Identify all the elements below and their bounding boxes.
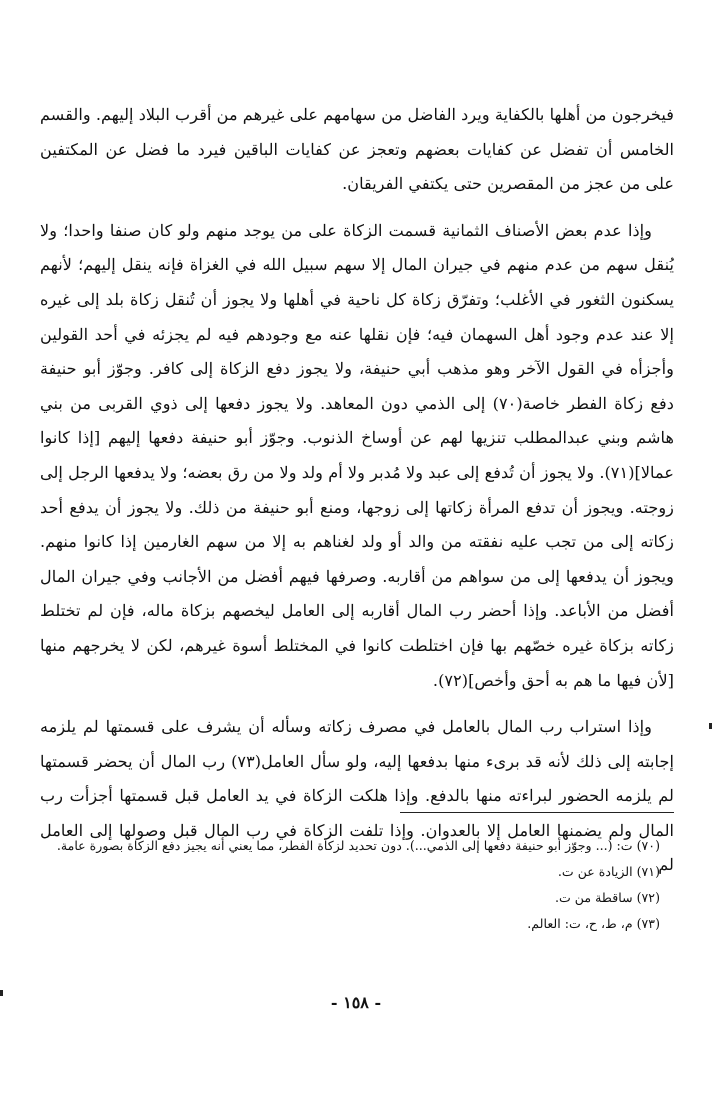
- footnotes: [40, 834, 660, 938]
- main-text: [40, 98, 674, 895]
- footnote-72: (٧٢) ساقطة من ت.: [554, 890, 660, 905]
- scan-edge-mark: [0, 990, 3, 996]
- paragraph-3: وإذا استراب رب المال بالعامل في مصرف زكاته وسأله أن يشرف على قسمتها لم يلزمه إجابته إلى ذلك لأنه قد برىء منها بدفعها إليه، ولو سأل العامل(٧٣) رب المال أن يحضر قسمتها لم يلزمه الحضور لبراءته منها بالدفع. وإذا هلكت الزكاة في يد العامل قبل قسمتها أجزأت رب المال ولم يضمنها العامل إلا بالعدوان. وإذا تلفت الزكاة في رب المال قبل وصولها إلى العامل لم: [40, 717, 674, 875]
- paragraph-1: فيخرجون من أهلها بالكفاية ويرد الفاضل من سهامهم على غيرهم من أقرب البلاد إليهم. والقسم الخامس أن تفضل عن كفايات بعضهم وتعجز عن كفايات الباقين فيرد ما فضل عن المكتفين على من عجز من المقصرين حتى يكتفي الفريقان.: [40, 105, 674, 194]
- page-number: - ١٥٨ -: [330, 993, 382, 1012]
- paragraph-2: وإذا عدم بعض الأصناف الثمانية قسمت الزكاة على من يوجد منهم ولو كان صنفا واحدا؛ ولا يُنقل سهم من عدم منهم في جيران المال إلا سهم سبيل الله في الغزاة فإنه ينقل إليهم؛ لأنهم يسكنون الثغور في الأغلب؛ وتفرّق زكاة كل ناحية في أهلها ولا يجوز أن تُنقل زكاة بلد إلى غيره إلا عند عدم وجود أهل السهمان فيه؛ فإن نقلها عنه مع وجودهم فيه لم يجزئه في أحد القولين وأجزأه في القول الآخر وهو مذهب أبي حنيفة، ولا يجوز دفع الزكاة إلى كافر. وجوّز أبو حنيفة دفع زكاة الفطر خاصة(٧٠) إلى الذمي دون المعاهد. ولا يجوز دفعها إلى ذوي القربى من بني هاشم وبني عبدالمطلب تنزيها لهم عن أوساخ الذنوب. وجوّز أبو حنيفة دفعها إليهم [إذا كانوا عمالا](٧١). ولا يجوز أن تُدفع إلى عبد ولا مُدبر ولا أم ولد ولا من رق بعضه؛ ولا يدفعها الرجل إلى زوجته. ويجوز أن تدفع المرأة زكاتها إلى زوجها، ومنع أبو حنيفة من ذلك. ولا يجوز أن يدفع أحد زكاته إلى من تجب عليه نفقته من والد أو ولد لغناهم به إلا من سهم الغارمين إذا كانوا منهم. ويجوز أن يدفعها إلى من سواهم من أقاربه. وصرفها فيهم أفضل من الأجانب وفي جيران المال أفضل من الأباعد. وإذا أحضر رب المال أقاربه إلى العامل ليخصهم بزكاة ماله، فإن لم تختلط زكاته بزكاة غيره خصّهم بها فإن اختلطت كانوا في المختلط أسوة غيرهم، لكن لا يخرجهم منها [لأن فيها ما هم به أحق وأخص](٧٢).: [40, 220, 674, 690]
- footnote-71: (٧١) الزيادة عن ت.: [557, 864, 660, 879]
- footnote-73: (٧٣) م، ط، ح، ت: العالم.: [527, 916, 660, 931]
- footnote-separator: [400, 812, 674, 813]
- footnote-70: (٧٠) ت: (... وجوّز أبو حنيفة دفعها إلى الذمي...). دون تحديد لزكاة الفطر، مما يعني أنه يجيز دفع الزكاة بصورة عامة.: [56, 838, 660, 853]
